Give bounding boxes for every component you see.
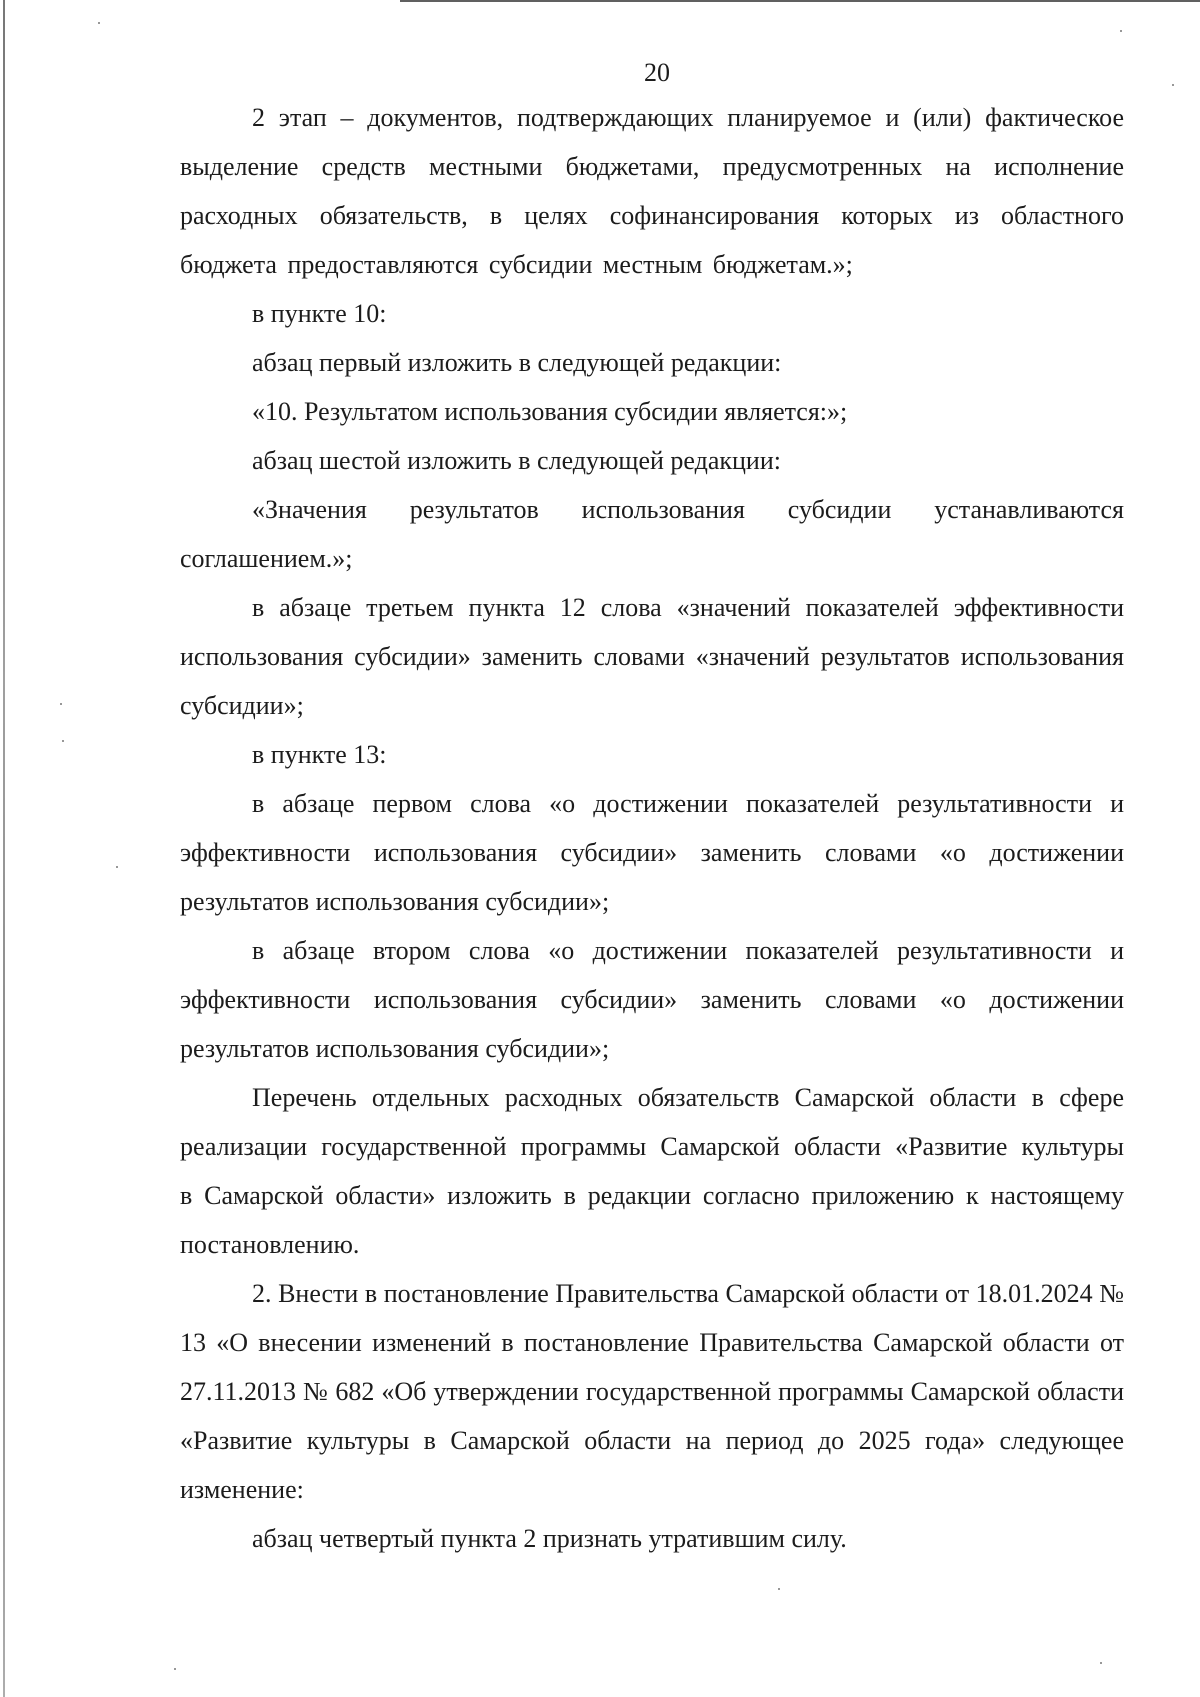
scan-speck: [98, 22, 100, 24]
paragraph-section-2: 2. Внести в постановление Правительства Самарской области от 18.01.2024 № 13 «О внесении изменений в постановление Правительства Самарской области от 27.11.2013 № 682 «Об утверждении государственной программы Самарской области «Развитие культуры в Самарской области на период до 2025 года» следующее изменение:: [180, 1279, 1124, 1504]
scan-speck: [1100, 1662, 1102, 1664]
paragraph-point-13-second: в абзаце втором слова «о достижении показателей результативности и эффективности использования субсидии» заменить словами «о достижении результатов использования субсидии»;: [180, 936, 1124, 1063]
scan-left-edge: [3, 0, 5, 1697]
page-number: 20: [644, 58, 670, 87]
document-body: [180, 93, 1124, 1563]
scan-speck: [778, 1588, 780, 1590]
paragraph-repeal: абзац четвертый пункта 2 признать утратившим силу.: [252, 1524, 847, 1553]
paragraph-stage-2: 2 этап – документов, подтверждающих планируемое и (или) фактическое выделение средств местными бюджетами, предусмотренных на исполнение расходных обязательств, в целях софинансирования которых из областного бюджета предоставляются субсидии местным бюджетам.»;: [180, 103, 1124, 279]
paragraph-point-13: в пункте 13:: [252, 740, 387, 769]
scan-top-edge: [400, 0, 1200, 2]
scan-speck: [174, 1668, 176, 1670]
paragraph-result-quote: «10. Результатом использования субсидии является:»;: [252, 397, 848, 426]
paragraph-point-13-first: в абзаце первом слова «о достижении показателей результативности и эффективности использования субсидии» заменить словами «о достижении результатов использования субсидии»;: [180, 789, 1124, 916]
paragraph-expenditure-list: Перечень отдельных расходных обязательств Самарской области в сфере реализации государственной программы Самарской области «Развитие культуры в Самарской области» изложить в редакции согласно приложению к настоящему постановлению.: [180, 1083, 1124, 1259]
paragraph-point-12: в абзаце третьем пункта 12 слова «значений показателей эффективности использования субсидии» заменить словами «значений результатов использования субсидии»;: [180, 593, 1124, 720]
scan-speck: [62, 740, 64, 742]
paragraph-sixth-abzac: абзац шестой изложить в следующей редакции:: [252, 446, 781, 475]
scan-speck: [1120, 30, 1122, 32]
scan-speck: [116, 866, 118, 868]
paragraph-values-quote: «Значения результатов использования субсидии устанавливаются соглашением.»;: [180, 495, 1124, 573]
paragraph-first-abzac: абзац первый изложить в следующей редакции:: [252, 348, 782, 377]
paragraph-point-10: в пункте 10:: [252, 299, 387, 328]
scan-speck: [60, 703, 62, 705]
